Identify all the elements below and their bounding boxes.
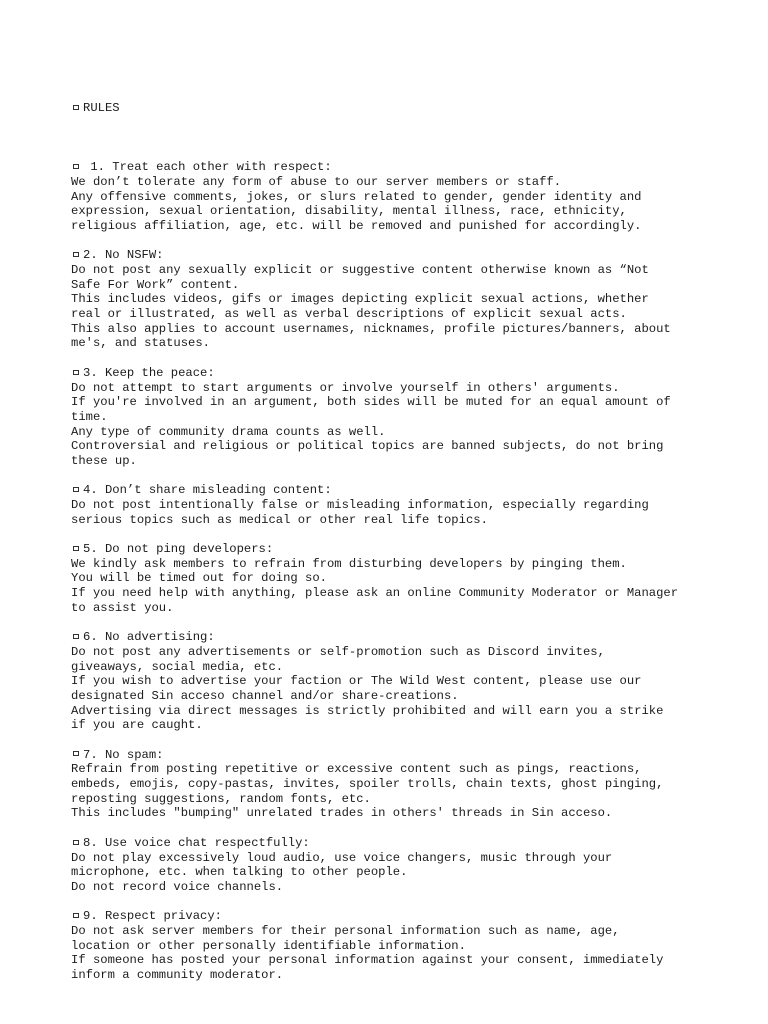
rule-section: [71, 909, 711, 982]
rule-heading: 6. No advertising:: [83, 630, 215, 645]
rule-text-line: designated Sin acceso channel and/or share-creations.: [71, 688, 459, 703]
rule-heading-line: [71, 366, 711, 381]
rule-text-line: serious topics such as medical or other real life topics.: [71, 512, 488, 527]
square-bullet-icon: [73, 370, 79, 375]
rule-text-line: If you're involved in an argument, both sides will be muted for an equal amount of: [71, 395, 671, 410]
rule-text-line: This includes videos, gifs or images depicting explicit sexual actions, whether: [71, 292, 649, 307]
rule-text-line: reposting suggestions, random fonts, etc.: [71, 791, 371, 806]
rule-heading-line: [71, 483, 711, 498]
rule-heading: 3. Keep the peace:: [83, 365, 215, 380]
rule-text-line: If you wish to advertise your faction or The Wild West content, please use our: [71, 674, 642, 689]
rule-heading-line: [71, 630, 711, 645]
rule-text-line: Any offensive comments, jokes, or slurs related to gender, gender identity and: [71, 189, 642, 204]
rule-text-line: Controversial and religious or political topics are banned subjects, do not bring: [71, 439, 664, 454]
square-bullet-icon: [73, 252, 79, 257]
rule-text-line: these up.: [71, 453, 137, 468]
rules-list: [71, 160, 711, 983]
rule-section: [71, 248, 711, 351]
rule-heading-line: [71, 909, 711, 924]
square-bullet-icon: [73, 840, 79, 845]
document-title-line: [71, 101, 711, 116]
rule-text-line: Do not record voice channels.: [71, 879, 284, 894]
rule-heading-line: [71, 836, 711, 851]
rule-text-line: if you are caught.: [71, 718, 203, 733]
rule-heading-line: [71, 248, 711, 263]
rule-section: [71, 160, 711, 233]
rule-text-line: Do not attempt to start arguments or involve yourself in others' arguments.: [71, 380, 620, 395]
rule-text-line: Any type of community drama counts as well.: [71, 424, 386, 439]
rule-text-line: If you need help with anything, please ask an online Community Moderator or Manager: [71, 586, 679, 601]
rule-text-line: to assist you.: [71, 600, 174, 615]
square-bullet-icon: [73, 487, 79, 492]
rule-section: [71, 836, 711, 895]
rule-heading: 9. Respect privacy:: [83, 909, 222, 924]
rule-text-line: time.: [71, 409, 108, 424]
square-bullet-icon: [73, 546, 79, 551]
rule-heading: 7. No spam:: [83, 747, 164, 762]
rule-text-line: Do not play excessively loud audio, use voice changers, music through your: [71, 850, 613, 865]
square-bullet-icon: [73, 105, 79, 110]
square-bullet-icon: [73, 751, 79, 756]
rules-document: [71, 72, 711, 1012]
rule-section: [71, 748, 711, 821]
rule-text-line: giveaways, social media, etc.: [71, 659, 284, 674]
document-title: RULES: [83, 101, 120, 116]
rule-heading: 1. Treat each other with respect:: [83, 160, 332, 175]
rule-heading: 8. Use voice chat respectfully:: [83, 835, 310, 850]
rule-heading: 4. Don’t share misleading content:: [83, 483, 332, 498]
rule-text-line: Do not ask server members for their personal information such as name, age,: [71, 923, 620, 938]
rule-text-line: We don’t tolerate any form of abuse to our server members or staff.: [71, 174, 562, 189]
rule-heading-line: [71, 542, 711, 557]
rule-text-line: You will be timed out for doing so.: [71, 571, 327, 586]
rule-section: [71, 542, 711, 615]
rule-text-line: This includes "bumping" unrelated trades in others' threads in Sin acceso.: [71, 806, 613, 821]
rule-text-line: Advertising via direct messages is strictly prohibited and will earn you a strike: [71, 703, 664, 718]
rule-text-line: microphone, etc. when talking to other people.: [71, 865, 408, 880]
rule-text-line: We kindly ask members to refrain from disturbing developers by pinging them.: [71, 556, 627, 571]
square-bullet-icon: [73, 164, 79, 169]
rule-text-line: Do not post any sexually explicit or suggestive content otherwise known as “Not: [71, 263, 649, 277]
rule-heading-line: [71, 748, 711, 763]
rule-heading: 5. Do not ping developers:: [83, 542, 274, 557]
rule-text-line: expression, sexual orientation, disability, mental illness, race, ethnicity,: [71, 204, 627, 219]
rule-text-line: This also applies to account usernames, nicknames, profile pictures/banners, about: [71, 321, 671, 336]
rule-text-line: religious affiliation, age, etc. will be removed and punished for accordingly.: [71, 218, 642, 233]
rule-text-line: location or other personally identifiable information.: [71, 938, 466, 953]
rule-text-line: Safe For Work” content.: [71, 277, 240, 292]
rule-section: [71, 630, 711, 733]
rule-text-line: real or illustrated, as well as verbal descriptions of explicit sexual acts.: [71, 307, 627, 322]
rule-section: [71, 366, 711, 469]
rule-heading: 2. No NSFW:: [83, 248, 164, 263]
rule-text-line: embeds, emojis, copy-pastas, invites, spoiler trolls, chain texts, ghost pinging,: [71, 777, 664, 792]
rule-text-line: Do not post any advertisements or self-promotion such as Discord invites,: [71, 644, 605, 659]
rule-heading-line: [71, 160, 711, 175]
square-bullet-icon: [73, 634, 79, 639]
rule-text-line: Refrain from posting repetitive or excessive content such as pings, reactions,: [71, 762, 642, 777]
rule-section: [71, 483, 711, 527]
rule-text-line: inform a community moderator.: [71, 968, 284, 982]
rule-text-line: If someone has posted your personal information against your consent, immediately: [71, 953, 664, 968]
rule-text-line: me's, and statuses.: [71, 336, 210, 351]
rule-text-line: Do not post intentionally false or misleading information, especially regarding: [71, 498, 649, 512]
square-bullet-icon: [73, 913, 79, 918]
